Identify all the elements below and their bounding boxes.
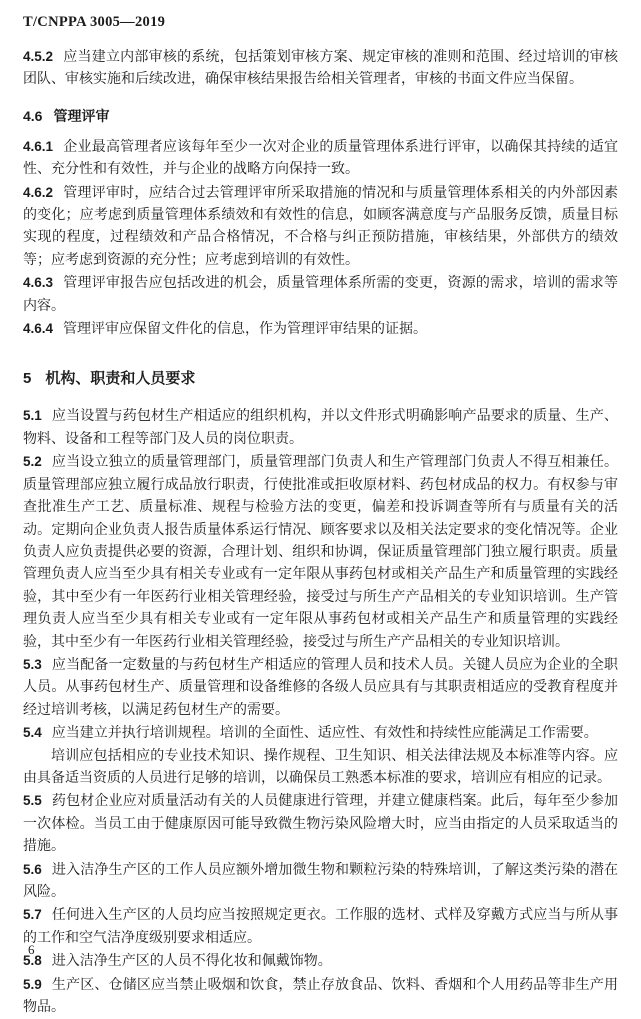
document-number-header: T/CNPPA 3005—2019	[23, 14, 166, 30]
clause-number: 4.6.2	[23, 184, 54, 200]
clause-5-9	[23, 974, 618, 1019]
clause-text: 企业最高管理者应该每年至少一次对企业的质量管理体系进行评审，以确保其持续的适宜性、充分性和有效性，并与企业的战略方向保持一致。	[23, 139, 618, 178]
clause-5-2	[23, 451, 618, 654]
section-heading-4-6	[23, 106, 618, 126]
section-number: 4.6	[23, 107, 43, 124]
clause-number: 5.9	[23, 976, 42, 992]
clause-5-5	[23, 790, 618, 858]
clause-5-4	[23, 722, 618, 745]
clause-text: 应当设立独立的质量管理部门，质量管理部门负责人和生产管理部门负责人不得互相兼任。质量管理部应独立履行成品放行职责，行使批准或拒收原材料、药包材成品的权力。有权参与审查批准生产工艺、质量标准、规程与检验方法的变更，偏差和投诉调查等所有与质量有关的活动。定期向企业负责人报告质量体系运行情况、顾客要求以及相关法定要求的变化情况等。企业负责人应负责提供必要的资源，合理计划、组织和协调，保证质量管理部门独立履行职责。质量管理负责人应当至少具有相关专业或有一定年限从事药包材或相关产品生产和质量管理的实践经验，其中至少有一年医药行业相关管理经验，接受过与所生产产品相关的专业知识培训。生产管理负责人应当至少具有相关专业或有一定年限从事药包材或相关产品生产和质量管理的实践经验，其中至少有一年医药行业相关管理经验，接受过与所生产产品相关的专业知识培训。	[23, 455, 618, 650]
clause-5-7	[23, 904, 618, 950]
clause-4-6-3	[23, 272, 618, 318]
clause-number: 4.6.1	[23, 138, 54, 154]
clause-number: 5.3	[23, 656, 42, 672]
chapter-title: 机构、职责和人员要求	[45, 370, 196, 388]
clause-5-8	[23, 950, 618, 973]
clause-4-6-2	[23, 182, 618, 273]
clause-5-4-subparagraph: 培训应包括相应的专业技术知识、操作规程、卫生知识、相关法律法规及本标准等内容。应由具备适当资质的人员进行足够的培训，以确保员工熟悉本标准的要求，培训应有相应的记录。	[23, 748, 618, 786]
clause-number: 4.6.4	[23, 321, 54, 337]
clause-text: 应当设置与药包材生产相适应的组织机构，并以文件形式明确影响产品要求的质量、生产、物料、设备和工程等部门及人员的岗位职责。	[23, 409, 618, 447]
clause-text: 任何进入生产区的人员均应当按照规定更衣。工作服的选材、式样及穿戴方式应当与所从事的工作和空气洁净度级别要求相适应。	[23, 908, 618, 946]
clause-4-6-4	[23, 318, 618, 341]
clause-text: 管理评审时，应结合过去管理评审所采取措施的情况和与质量管理体系相关的内外部因素的变化；应考虑到质量管理体系绩效和有效性的信息，如顾客满意度与产品服务反馈，质量目标实现的程度，过程绩效和产品合格情况，不合格与纠正预防措施，审核结果，外部供方的绩效等；应考虑到资源的充分性；应考虑到培训的有效性。	[23, 185, 618, 268]
document-body	[23, 46, 618, 1019]
clause-5-3	[23, 654, 618, 722]
clause-text: 生产区、仓储区应当禁止吸烟和饮食，禁止存放食品、饮料、香烟和个人用药品等非生产用物品。	[23, 977, 618, 1016]
clause-number: 5.8	[23, 953, 42, 969]
clause-text: 应当建立并执行培训规程。培训的全面性、适应性、有效性和持续性应能满足工作需要。	[51, 726, 598, 742]
clause-number: 5.4	[23, 725, 42, 741]
clause-number: 5.1	[23, 408, 42, 424]
clause-text: 应当建立内部审核的系统，包括策划审核方案、规定审核的准则和范围、经过培训的审核团队、审核实施和后续改进，确保审核结果报告给相关管理者，审核的书面文件应当保留。	[23, 50, 618, 88]
clause-number: 5.5	[23, 793, 42, 809]
clause-5-1	[23, 405, 618, 451]
clause-text: 进入洁净生产区的人员不得化妆和佩戴饰物。	[51, 954, 332, 970]
chapter-number: 5	[23, 370, 32, 388]
clause-text: 药包材企业应对质量活动有关的人员健康进行管理，并建立健康档案。此后，每年至少参加一次体检。当员工由于健康原因可能导致微生物污染风险增大时，应当由指定的人员采取适当的措施。	[23, 794, 618, 855]
clause-number: 5.2	[23, 454, 42, 470]
clause-text: 进入洁净生产区的工作人员应额外增加微生物和颗粒污染的特殊培训，了解这类污染的潜在风险。	[23, 862, 618, 900]
clause-number: 4.5.2	[23, 49, 54, 64]
chapter-heading-5	[23, 367, 618, 388]
clause-text: 管理评审应保留文件化的信息，作为管理评审结果的证据。	[63, 322, 428, 338]
clause-5-6	[23, 859, 618, 905]
clause-number: 5.6	[23, 861, 42, 877]
clause-number: 4.6.3	[23, 275, 54, 291]
clause-number: 5.7	[23, 907, 42, 923]
clause-text: 管理评审报告应包括改进的机会，质量管理体系所需的变更，资源的需求，培训的需求等内容。	[23, 276, 618, 314]
page-number: 6	[28, 942, 35, 957]
section-title: 管理评审	[53, 107, 110, 124]
clause-4-6-1	[23, 136, 618, 182]
clause-text: 应当配备一定数量的与药包材生产相适应的管理人员和技术人员。关键人员应为企业的全职人员。从事药包材生产、质量管理和设备维修的各级人员应具有与其职责相适应的受教育程度并经过培训考核，以满足药包材生产的需要。	[23, 657, 618, 718]
clause-4-5-2	[23, 46, 618, 92]
